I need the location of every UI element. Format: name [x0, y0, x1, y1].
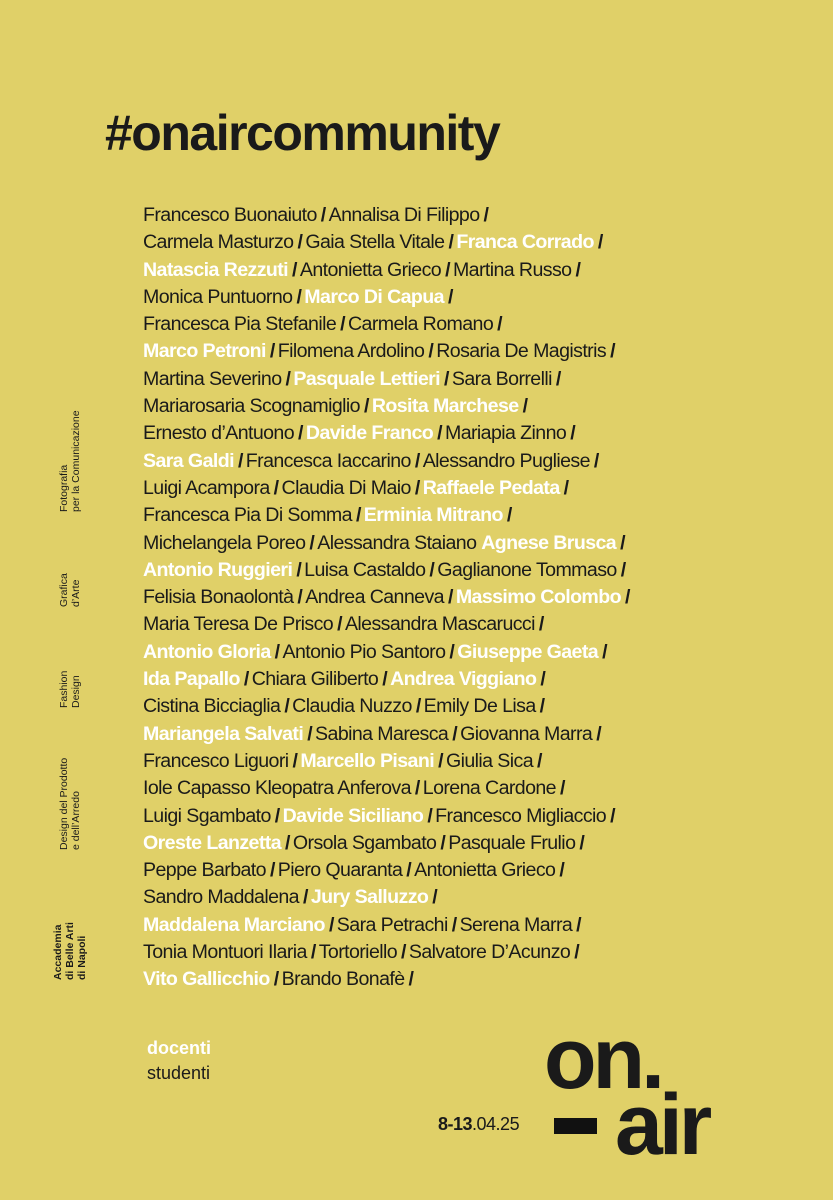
- name-row: [143, 530, 723, 557]
- separator: /: [620, 558, 626, 581]
- studente-name: Francesca Pia Di Somma: [143, 504, 352, 527]
- studente-name: Sara Petrachi: [336, 913, 448, 936]
- docente-name: Sara Galdi: [143, 449, 234, 472]
- docente-name: Franca Corrado: [456, 231, 594, 254]
- separator: /: [537, 749, 542, 772]
- separator: /: [576, 913, 582, 936]
- separator: /: [559, 859, 565, 882]
- studente-name: Filomena Ardolino: [277, 340, 425, 363]
- separator: /: [243, 668, 249, 691]
- name-row: [143, 803, 723, 830]
- name-row: [143, 475, 723, 502]
- studente-name: Francesco Liguori: [143, 749, 289, 772]
- date-days: 8-13: [438, 1114, 473, 1134]
- name-row: [143, 639, 723, 666]
- docente-name: Ida Papallo: [143, 668, 240, 691]
- docente-name: Massimo Colombo: [455, 586, 621, 609]
- studente-name: Felisia Bonaolontà: [143, 586, 294, 609]
- name-row: [143, 229, 723, 256]
- docente-name: Andrea Viggiano: [390, 668, 537, 691]
- name-row: [143, 912, 723, 939]
- studente-name: Peppe Barbato: [143, 859, 266, 882]
- docente-name: Davide Siciliano: [282, 804, 424, 827]
- name-row: [143, 857, 723, 884]
- studente-name: Francesca Iaccarino: [245, 449, 411, 472]
- separator: /: [440, 831, 446, 854]
- legend-studenti: studenti: [147, 1063, 211, 1083]
- docente-name: Giuseppe Gaeta: [457, 640, 599, 663]
- separator: /: [302, 886, 308, 909]
- docente-name: Antonio Gloria: [143, 640, 271, 663]
- separator: /: [355, 504, 361, 527]
- separator: /: [337, 613, 342, 636]
- separator: /: [401, 941, 406, 964]
- side-label-line: Grafica: [58, 573, 70, 607]
- docente-name: Raffaele Pedata: [422, 476, 560, 499]
- separator: /: [451, 913, 457, 936]
- separator: /: [452, 722, 458, 745]
- studente-name: Luisa Castaldo: [304, 558, 426, 581]
- separator: /: [429, 558, 435, 581]
- separator: /: [447, 285, 453, 308]
- studente-name: Claudia Di Maio: [281, 476, 411, 499]
- hashtag-title: #onaircommunity: [105, 105, 500, 161]
- studente-name: Lorena Cardone: [422, 777, 556, 800]
- name-row: [143, 448, 723, 475]
- studente-name: Brando Bonafè: [281, 968, 405, 991]
- studente-name: Martina Russo: [452, 258, 572, 281]
- studente-name: Sabina Maresca: [315, 722, 449, 745]
- studente-name: Iole Capasso: [143, 777, 251, 800]
- logo-on: on.: [544, 1011, 661, 1107]
- separator: /: [320, 204, 326, 226]
- name-row: [143, 502, 723, 529]
- studente-name: Antonietta Grieco: [299, 258, 442, 281]
- legend-docenti: docenti: [147, 1038, 212, 1058]
- separator: /: [273, 476, 279, 499]
- studente-name: Mariapia Zinno: [444, 422, 567, 445]
- logo-air: air: [615, 1077, 709, 1173]
- separator: /: [555, 367, 561, 390]
- separator: /: [273, 968, 279, 991]
- separator: /: [296, 558, 302, 581]
- studente-name: Antonietta Grieco: [414, 859, 556, 882]
- docente-name: Oreste Lanzetta: [143, 831, 282, 854]
- studente-name: Carmela Romano: [348, 313, 494, 336]
- side-label-line: di Napoli: [76, 935, 88, 980]
- name-row: [143, 666, 723, 693]
- studente-name: Francesco Migliaccio: [435, 804, 607, 827]
- side-label-accademia: [52, 922, 88, 980]
- name-row: [143, 338, 723, 365]
- side-label-line: Fotografia: [58, 464, 70, 512]
- name-row: [143, 884, 723, 911]
- separator: /: [296, 285, 302, 308]
- studente-name: Michelangela Poreo: [143, 531, 306, 554]
- separator: /: [274, 804, 280, 827]
- separator: /: [428, 340, 434, 363]
- separator: /: [292, 749, 298, 772]
- side-label-design: [58, 758, 82, 850]
- separator: /: [307, 722, 313, 745]
- side-label-grafica: [58, 573, 82, 607]
- name-row: [143, 284, 723, 311]
- side-label-line: d’Arte: [70, 579, 82, 607]
- studente-name: Francesco Buonaiuto: [143, 204, 317, 226]
- separator: /: [285, 367, 291, 390]
- separator: /: [602, 640, 607, 663]
- separator: /: [506, 504, 512, 527]
- docente-name: Natascia Rezzuti: [143, 258, 289, 281]
- separator: /: [449, 640, 455, 663]
- separator: /: [382, 668, 388, 691]
- name-row: [143, 775, 723, 802]
- studente-name: Alessandro Pugliese: [422, 449, 590, 472]
- separator: /: [574, 941, 580, 964]
- separator: /: [538, 613, 544, 636]
- docente-name: Marco Petroni: [143, 340, 266, 363]
- studente-name: Giulia Sica: [445, 749, 533, 772]
- name-row: [143, 748, 723, 775]
- studente-name: Luigi Sgambato: [143, 804, 271, 827]
- name-row: [143, 721, 723, 748]
- separator: /: [596, 722, 602, 745]
- separator: /: [297, 231, 303, 254]
- name-row: [143, 611, 723, 638]
- separator: /: [540, 668, 546, 691]
- separator: /: [285, 831, 290, 854]
- legend: [147, 1036, 211, 1086]
- docente-name: Antonio Ruggieri: [143, 558, 293, 581]
- studente-name: Mariarosaria Scognamiglio: [143, 395, 360, 418]
- studente-name: Luigi Acampora: [143, 476, 270, 499]
- studente-name: Pasquale Frulio: [448, 831, 576, 854]
- docente-name: Marcello Pisani: [300, 749, 435, 772]
- side-label-fashion: [58, 671, 82, 708]
- side-label-line: Accademia: [52, 924, 64, 980]
- studente-name: Antonio Pio Santoro: [282, 640, 446, 663]
- separator: /: [437, 422, 442, 445]
- studente-name: Piero Quaranta: [277, 859, 403, 882]
- docente-name: Rosita Marchese: [371, 395, 519, 418]
- separator: /: [610, 340, 615, 363]
- studente-name: Kleopatra Anferova: [255, 777, 411, 800]
- studente-name: Alessandra Staiano: [317, 531, 477, 554]
- docente-name: Marco Di Capua: [304, 285, 444, 308]
- separator: /: [448, 231, 454, 254]
- name-row: [143, 366, 723, 393]
- docente-name: Maddalena Marciano: [143, 913, 325, 936]
- side-label-line: per la Comunicazione: [70, 410, 82, 512]
- separator: /: [445, 258, 450, 281]
- name-row: [143, 393, 723, 420]
- studente-name: Ernesto d’Antuono: [143, 422, 295, 445]
- separator: /: [269, 340, 275, 363]
- separator: /: [620, 531, 625, 554]
- docente-name: Davide Franco: [305, 422, 434, 445]
- separator: /: [298, 422, 303, 445]
- docente-name: Erminia Mitrano: [363, 504, 503, 527]
- studente-name: Martina Severino: [143, 367, 282, 390]
- studente-name: Giovanna Marra: [460, 722, 593, 745]
- logo-bar: [554, 1118, 597, 1134]
- studente-name: Andrea Canneva: [305, 586, 444, 609]
- name-row: [143, 202, 723, 229]
- separator: /: [310, 941, 316, 964]
- studente-name: Orsola Sgambato: [292, 831, 437, 854]
- side-label-line: Fashion: [58, 670, 70, 708]
- studente-name: Chiara Giliberto: [251, 668, 379, 691]
- separator: /: [309, 531, 315, 554]
- separator: /: [432, 886, 438, 909]
- studente-name: Serena Marra: [459, 913, 573, 936]
- name-row: [143, 939, 723, 966]
- date-month-year: .04.25: [472, 1114, 520, 1134]
- studente-name: Maria Teresa De Prisco: [143, 613, 334, 636]
- separator: /: [408, 968, 414, 991]
- community-name-list: [143, 202, 723, 994]
- separator: /: [575, 258, 581, 281]
- side-label-line: di Belle Arti: [64, 922, 76, 980]
- studente-name: Carmela Masturzo: [143, 231, 294, 254]
- separator: /: [414, 449, 420, 472]
- name-row: [143, 420, 723, 447]
- studente-name: Claudia Nuzzo: [292, 695, 412, 718]
- name-row: [143, 311, 723, 338]
- separator: /: [522, 395, 528, 418]
- separator: /: [563, 476, 569, 499]
- separator: /: [328, 913, 334, 936]
- studente-name: Francesca Pia Stefanile: [143, 313, 337, 336]
- name-row: [143, 966, 723, 993]
- studente-name: Salvatore D’Acunzo: [408, 941, 571, 964]
- separator: /: [438, 749, 443, 772]
- docente-name: Jury Salluzzo: [310, 886, 429, 909]
- separator: /: [414, 777, 420, 800]
- studente-name: Alessandra Mascarucci: [344, 613, 535, 636]
- side-label-line: e dell’Arredo: [70, 791, 82, 850]
- studente-name: Tonia Montuori Ilaria: [143, 941, 307, 964]
- separator: /: [297, 586, 303, 609]
- side-label-line: Design del Prodotto: [58, 757, 70, 850]
- studente-name: Sara Borrelli: [451, 367, 552, 390]
- event-date: [438, 1114, 519, 1135]
- studente-name: Tortoriello: [318, 941, 398, 964]
- studente-name: Gaglianone Tommaso: [437, 558, 617, 581]
- separator: /: [625, 586, 630, 609]
- separator: /: [414, 476, 420, 499]
- name-row: [143, 830, 723, 857]
- name-row: [143, 257, 723, 284]
- separator: /: [570, 422, 576, 445]
- separator: /: [406, 859, 412, 882]
- name-row: [143, 693, 723, 720]
- side-label-fotografia: [58, 410, 82, 512]
- separator: /: [539, 695, 545, 718]
- separator: /: [443, 367, 449, 390]
- docente-name: Pasquale Lettieri: [293, 367, 440, 390]
- separator: /: [340, 313, 345, 336]
- separator: /: [497, 313, 503, 336]
- separator: /: [597, 231, 603, 254]
- studente-name: Sandro Maddalena: [143, 886, 299, 909]
- separator: /: [363, 395, 369, 418]
- side-label-line: Design: [70, 675, 82, 708]
- separator: /: [284, 695, 290, 718]
- docente-name: Vito Gallicchio: [143, 968, 270, 991]
- separator: /: [269, 859, 275, 882]
- name-row: [143, 557, 723, 584]
- studente-name: Cistina Bicciaglia: [143, 695, 281, 718]
- separator: /: [593, 449, 599, 472]
- separator: /: [237, 449, 243, 472]
- separator: /: [427, 804, 433, 827]
- separator: /: [559, 777, 565, 800]
- docente-name: Agnese Brusca: [481, 531, 617, 554]
- separator: /: [415, 695, 421, 718]
- studente-name: Gaia Stella Vitale: [305, 231, 445, 254]
- studente-name: Emily De Lisa: [423, 695, 536, 718]
- separator: /: [274, 640, 280, 663]
- separator: /: [579, 831, 585, 854]
- separator: /: [447, 586, 453, 609]
- studente-name: Rosaria De Magistris: [436, 340, 607, 363]
- studente-name: Monica Puntuorno: [143, 285, 293, 308]
- separator: /: [610, 804, 615, 827]
- name-row: [143, 584, 723, 611]
- separator: /: [292, 258, 297, 281]
- studente-name: Annalisa Di Filippo: [328, 204, 480, 226]
- docente-name: Mariangela Salvati: [143, 722, 304, 745]
- separator: /: [483, 204, 489, 226]
